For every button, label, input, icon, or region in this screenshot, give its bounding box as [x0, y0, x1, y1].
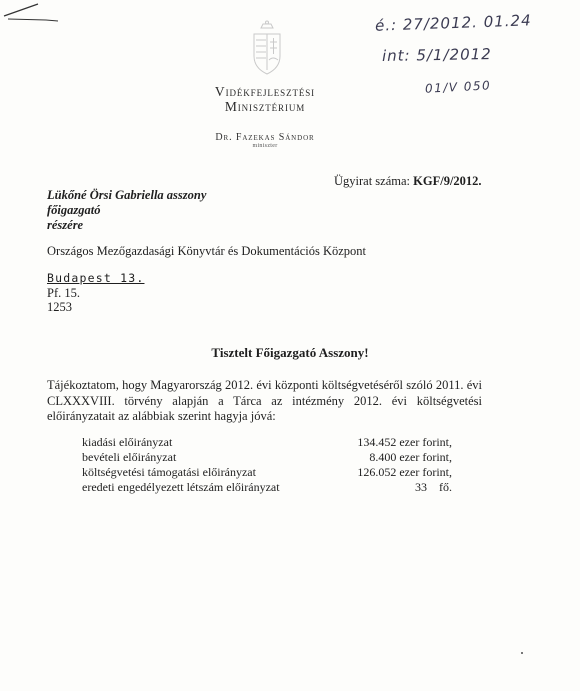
salutation: Tisztelt Főigazgató Asszony! [211, 345, 369, 360]
handwritten-note-received: é.: 27/2012. 01.24 [374, 11, 532, 35]
budget-row-label: kiadási előirányzat [82, 435, 173, 449]
scan-speck [521, 652, 523, 654]
address-po-box: Pf. 15. [47, 286, 80, 300]
ministry-line-2: Minisztérium [224, 99, 306, 114]
handwritten-note-code: 01/V 050 [424, 78, 492, 96]
ministry-name [160, 84, 370, 114]
minister-name: Dr. Fazekas Sándor [215, 132, 315, 143]
recipient-organization: Országos Mezőgazdasági Könyvtár és Dokumentációs Központ [47, 244, 367, 258]
budget-row-value: 134.452 ezer forint, [357, 435, 452, 449]
address-city: Budapest 13. [47, 271, 145, 285]
recipient-title: főigazgató [47, 203, 101, 217]
coat-of-arms-icon [246, 20, 288, 80]
budget-row-value: 33 fő. [415, 480, 452, 494]
minister-title: miniszter [252, 143, 278, 149]
body-paragraph: Tájékoztatom, hogy Magyarország 2012. évi központi költségvetéséről szóló 2011. évi CLXXXVIII. törvény alapján a Tárca az intézmény 2012. évi költségvetési előirányzatait az alábbiak szerint hagyja jóvá: [47, 378, 482, 423]
recipient-to: részére [47, 218, 84, 232]
file-number-label: Ügyirat száma: [334, 174, 411, 188]
budget-row-value: 126.052 ezer forint, [357, 465, 452, 479]
pen-stroke-mark [0, 0, 60, 30]
recipient-name: Lükőné Örsi Gabriella asszony [47, 188, 207, 202]
ministry-line-1: Vidékfejlesztési [214, 84, 316, 99]
file-number [334, 174, 482, 189]
budget-row-label: költségvetési támogatási előirányzat [82, 465, 256, 479]
budget-row-label: bevételi előirányzat [82, 450, 177, 464]
budget-row-label: eredeti engedélyezett létszám előirányzat [82, 480, 280, 494]
budget-row-value: 8.400 ezer forint, [369, 450, 452, 464]
address-zip: 1253 [47, 300, 72, 314]
file-number-value: KGF/9/2012. [413, 174, 482, 188]
handwritten-note-internal: int: 5/1/2012 [381, 45, 492, 65]
